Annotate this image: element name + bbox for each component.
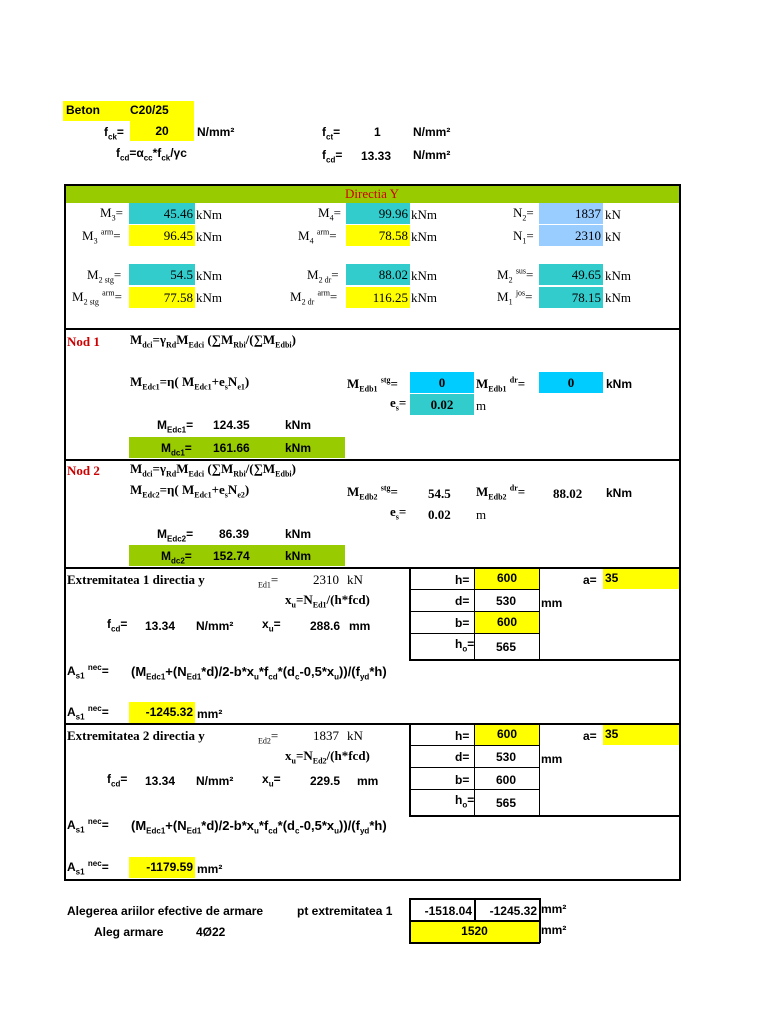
ext1-b-value[interactable]: 600 xyxy=(475,612,539,633)
ext1-ned-unit: kN xyxy=(347,572,363,587)
ext2-fcd-unit: N/mm² xyxy=(196,774,234,788)
ext1-d-label: d= xyxy=(455,594,470,608)
ext2-ho-label: $h_o=$ xyxy=(455,793,475,810)
m3-unit: kNm xyxy=(196,207,222,222)
nod2-title: Nod 2 xyxy=(67,463,100,478)
ext2-d-label: d= xyxy=(455,750,470,764)
ext2-xu-value: 229.5 xyxy=(310,774,341,788)
ext2-fcd-value: 13.34 xyxy=(145,774,176,788)
nod1-medb1dr-value[interactable]: 0 xyxy=(539,372,603,393)
fcd-unit: N/mm² xyxy=(413,148,451,162)
ext2-ned-value: 1837 xyxy=(313,728,339,743)
ext1-xu-label: $x_u=$ xyxy=(262,617,281,634)
nod2-es-value: 0.02 xyxy=(428,507,451,522)
n2-value[interactable]: 1837 xyxy=(539,203,603,224)
ext1-h-label: h= xyxy=(455,573,470,587)
fcd-value: 13.33 xyxy=(361,149,392,163)
m1jos-unit: kNm xyxy=(605,290,631,305)
ext2-fcd-label: $f_{cd}=$ xyxy=(107,772,128,789)
nod1-medb1dr-label: $M_{Edb1}$ $^{dr}$= xyxy=(476,375,526,394)
ext2-xu-formula: $x_u=N_{Ed2}/(h*fcd)$ xyxy=(285,748,370,766)
ext1-title: Extremitatea 1 directia y xyxy=(67,572,205,587)
m2dr-unit: kNm xyxy=(411,268,437,283)
ext2-d-value: 530 xyxy=(496,750,517,764)
n2-label: $N_2=$ xyxy=(513,205,534,223)
ext2-a-value[interactable]: 35 xyxy=(603,724,679,745)
nod1-medc1-value: 124.35 xyxy=(213,418,250,432)
n1-label: $N_1=$ xyxy=(513,228,534,246)
nod2-es-label: $e_s=$ xyxy=(390,504,407,522)
ext1-b-label: b= xyxy=(455,616,470,630)
ext1-ho-label: $h_o=$ xyxy=(455,637,475,654)
ext2-ned-unit: kN xyxy=(347,728,363,743)
m2stgarm-label: $M_{2 stg}$ $^{arm}$= xyxy=(72,288,122,307)
nod2-m-unit: m xyxy=(476,507,487,522)
area-selected-value[interactable]: 1520 xyxy=(410,921,539,942)
nod1-medb1stg-label: $M_{Edb1}$ $^{stg}$= xyxy=(347,375,398,394)
m1jos-value[interactable]: 78.15 xyxy=(539,287,603,308)
m2sus-value[interactable]: 49.65 xyxy=(539,264,603,285)
nod1-mdc1-unit: kNm xyxy=(285,441,312,455)
m2dr-value[interactable]: 88.02 xyxy=(346,264,410,285)
nod2-medb2dr-label: $M_{Edb2}$ $^{dr}$= xyxy=(476,483,526,502)
ext2-title: Extremitatea 2 directia y xyxy=(67,728,205,743)
ext1-as1nec-label: $A_{s1}$ $^{nec}$= xyxy=(67,663,109,681)
m2drarm-unit: kNm xyxy=(411,290,437,305)
m2stg-value[interactable]: 54.5 xyxy=(129,264,195,285)
ext2-ned-label: $_{Ed2}$= xyxy=(258,728,279,746)
nod2-mdc2-value: 152.74 xyxy=(213,549,250,563)
m3-value[interactable]: 45.46 xyxy=(129,203,195,224)
nod1-medb1stg-value[interactable]: 0 xyxy=(410,372,474,393)
ext2-xu-label: $x_u=$ xyxy=(262,772,281,789)
aleg-armare-value[interactable]: 4Ø22 xyxy=(196,925,226,939)
ext2-h-label: h= xyxy=(455,729,470,743)
nod2-mdc2-label: $M_{dc2}=$ xyxy=(161,549,192,566)
ext2-b-value: 600 xyxy=(496,773,517,787)
fct-value: 1 xyxy=(374,125,381,139)
ext1-h-value[interactable]: 600 xyxy=(475,568,539,589)
ext1-fcd-value: 13.34 xyxy=(145,619,176,633)
m2stgarm-value[interactable]: 77.58 xyxy=(129,287,195,308)
alegerea-label: Alegerea ariilor efective de armare xyxy=(67,904,264,918)
ext1-a-value[interactable]: 35 xyxy=(603,568,679,589)
area-unit: mm² xyxy=(541,923,567,937)
ext1-d-unit: mm xyxy=(541,596,563,610)
ext2-as1-label: $A_{s1}$ $^{nec}$= xyxy=(67,859,109,877)
ext2-as1-formula: $(M_{Edc1}+(N_{Ed1}*d)/2-b*x_u*f_{cd}*(d_c-0,5*x_u))/(f_{yd}*h)$ xyxy=(131,818,387,836)
nod1-m-unit: m xyxy=(476,398,487,413)
m4-value[interactable]: 99.96 xyxy=(346,203,410,224)
m3-label: $M_3=$ xyxy=(100,205,123,223)
m4arm-unit: kNm xyxy=(411,229,437,244)
nod1-mdc1-label: $M_{dc1}=$ xyxy=(161,441,192,458)
alegerea-val1: -1518.04 xyxy=(424,904,472,918)
fck-label: $f_{ck}=$ xyxy=(104,125,124,142)
m4arm-label: $M_4$ $^{arm}$= xyxy=(298,227,337,246)
ext1-a-label: a= xyxy=(583,573,597,587)
nod1-medc1-label: $M_{Edc1}=$ xyxy=(157,418,194,435)
ext1-d-value: 530 xyxy=(496,594,517,608)
ext2-d-unit: mm xyxy=(541,752,563,766)
ext2-as1-unit: mm² xyxy=(197,862,223,876)
ext2-xu-unit: mm xyxy=(357,774,379,788)
nod2-medb2dr-value: 88.02 xyxy=(553,486,583,501)
m3arm-label: $M_3$ $^{arm}$= xyxy=(82,227,121,246)
m2dr-label: $M_{2 dr}=$ xyxy=(307,267,339,285)
ext1-as1-value[interactable]: -1245.32 xyxy=(129,702,195,723)
ext1-as1-formula: $(M_{Edc1}+(N_{Ed1}*d)/2-b*x_u*f_{cd}*(d_c-0,5*x_u))/(f_{yd}*h)$ xyxy=(131,664,387,682)
ext2-b-label: b= xyxy=(455,773,470,787)
n1-value[interactable]: 2310 xyxy=(539,225,603,246)
nod1-medc-formula: $M_{Edc1}=\eta$( $M_{Edc1}+e_sN_{e1}$) xyxy=(130,374,250,392)
ext2-as1nec-label: $A_{s1}$ $^{nec}$= xyxy=(67,817,109,835)
m2sus-label: $M_2$ $^{sus}$= xyxy=(497,266,534,285)
alegerea-val2: -1245.32 xyxy=(489,904,537,918)
ext1-xu-unit: mm xyxy=(349,619,371,633)
nod1-es-value[interactable]: 0.02 xyxy=(410,394,474,415)
ext1-ho-value: 565 xyxy=(496,640,517,654)
nod2-mdc-formula: $M_{dci}=\gamma_{Rd}M_{Edci}$ ($\sum M_{Rbi}/(\sum M_{Edbi})$ xyxy=(130,461,296,479)
n2-unit: kN xyxy=(605,207,621,222)
nod2-medc-formula: $M_{Edc2}=\eta$( $M_{Edc1}+e_sN_{e2}$) xyxy=(130,482,250,500)
ext2-as1-value[interactable]: -1179.59 xyxy=(129,857,195,878)
fct-unit: N/mm² xyxy=(413,125,451,139)
ext1-as1-unit: mm² xyxy=(197,707,223,721)
fct-label: $f_{ct}=$ xyxy=(322,125,341,142)
ext1-xu-value: 288.6 xyxy=(310,619,341,633)
aleg-armare-label: Aleg armare xyxy=(94,925,164,939)
nod2-medc2-unit: kNm xyxy=(285,527,312,541)
nod1-knm-unit: kNm xyxy=(606,377,633,391)
ext1-fcd-label: $f_{cd}=$ xyxy=(107,617,128,634)
nod1-mdc1-value: 161.66 xyxy=(213,441,250,455)
nod2-medb2stg-value: 54.5 xyxy=(428,486,451,501)
m4-unit: kNm xyxy=(411,207,437,222)
ext1-xu-formula: $x_u=N_{Ed1}/(h*fcd)$ xyxy=(285,592,370,610)
nod1-mdc-formula: $M_{dci}=\gamma_{Rd}M_{Edci}$ ($\sum M_{Rbi}/(\sum M_{Edbi})$ xyxy=(130,332,296,350)
beton-label: Beton xyxy=(66,103,100,117)
ext2-ho-value: 565 xyxy=(496,796,517,810)
m4-label: $M_4=$ xyxy=(318,205,341,223)
ext1-ned-label: $_{Ed1}$= xyxy=(258,572,279,590)
fck-value[interactable]: 20 xyxy=(130,121,194,141)
m2stg-label: $M_{2 stg}=$ xyxy=(87,267,122,285)
nod2-medc2-label: $M_{Edc2}=$ xyxy=(157,527,194,544)
nod2-knm-unit: kNm xyxy=(606,486,633,500)
m2sus-unit: kNm xyxy=(605,268,631,283)
n1-unit: kN xyxy=(605,229,621,244)
nod2-medb2stg-label: $M_{Edb2}$ $^{stg}$= xyxy=(347,483,398,502)
m2stg-unit: kNm xyxy=(196,268,222,283)
ext1-ned-value: 2310 xyxy=(313,572,339,587)
nod1-es-label: $e_s=$ xyxy=(390,395,407,413)
m4arm-value[interactable]: 78.58 xyxy=(346,225,410,246)
ext1-fcd-unit: N/mm² xyxy=(196,619,234,633)
m3arm-unit: kNm xyxy=(196,229,222,244)
alegerea-unit: mm² xyxy=(541,902,567,916)
m2drarm-label: $M_{2 dr}$ $^{arm}$= xyxy=(290,288,338,307)
fcd-formula: $f_{cd}=\alpha_{cc}*f_{ck}/\gamma c$ xyxy=(116,146,187,163)
m2drarm-value[interactable]: 116.25 xyxy=(346,287,410,308)
nod1-medc1-unit: kNm xyxy=(285,418,312,432)
nod2-mdc2-unit: kNm xyxy=(285,549,312,563)
nod1-title: Nod 1 xyxy=(67,334,100,349)
fck-unit: N/mm² xyxy=(197,125,235,139)
nod2-medc2-value: 86.39 xyxy=(219,527,250,541)
m2stgarm-unit: kNm xyxy=(196,290,222,305)
ext2-a-label: a= xyxy=(583,729,597,743)
ext1-as1-label: $A_{s1}$ $^{nec}$= xyxy=(67,704,109,722)
m3arm-value[interactable]: 96.45 xyxy=(129,225,195,246)
fcd-label: $f_{cd}=$ xyxy=(322,148,343,165)
m1jos-label: $M_1$ $^{jos}$= xyxy=(497,288,533,307)
pt-extremitatea-label: pt extremitatea 1 xyxy=(297,904,393,918)
directia-header: Directia Y xyxy=(344,186,400,201)
ext2-h-value[interactable]: 600 xyxy=(475,724,539,745)
beton-class[interactable]: C20/25 xyxy=(130,103,169,117)
